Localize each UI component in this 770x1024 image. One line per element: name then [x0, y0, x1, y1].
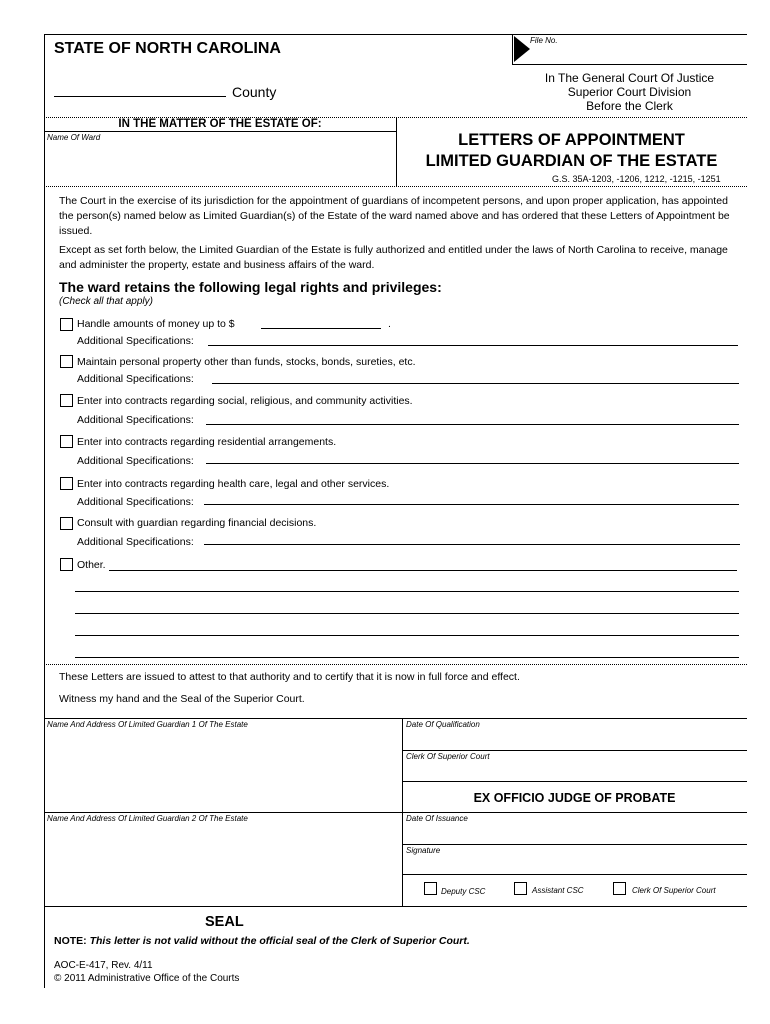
- checkbox-clerk-superior-court[interactable]: [613, 882, 626, 895]
- sig-bottom-rule: [44, 906, 747, 907]
- matter-heading: IN THE MATTER OF THE ESTATE OF:: [118, 118, 322, 130]
- seal-label: SEAL: [205, 914, 244, 930]
- checkbox-consult-guardian[interactable]: [60, 517, 73, 530]
- spec-line-4[interactable]: [206, 463, 739, 464]
- para-1: The Court in the exercise of its jurisdiction for the appointment of guardians of incompetent persons, and upon proper application, has appointed the person(s) named below as Limited Guardian(s) of the Estate of the ward named above and has ordered that these Letters of Appointment be issued.: [59, 195, 730, 237]
- attest-1: These Letters are issued to attest to that authority and to certify that it is now in full force and effect.: [59, 671, 520, 683]
- statute: G.S. 35A-1203, -1206, 1212, -1215, -1251: [552, 174, 721, 184]
- form-id: AOC-E-417, Rev. 4/11: [54, 960, 153, 971]
- spec-line-1[interactable]: [208, 345, 738, 346]
- signature-rule: [402, 874, 747, 875]
- top-rule: [44, 34, 512, 35]
- rights-sub: (Check all that apply): [59, 296, 153, 307]
- date-qualification-field[interactable]: [406, 732, 746, 750]
- file-no-label: File No.: [530, 36, 558, 45]
- date-issuance-label: Date Of Issuance: [406, 814, 468, 823]
- guardian-2-label: Name And Address Of Limited Guardian 2 Of The Estate: [47, 814, 248, 823]
- attest-2: Witness my hand and the Seal of the Superior Court.: [59, 693, 305, 705]
- checkbox-social-contracts[interactable]: [60, 394, 73, 407]
- clerk-label: Clerk Of Superior Court: [406, 752, 490, 761]
- signature-label: Signature: [406, 846, 441, 855]
- note-text: This letter is not valid without the official seal of the Clerk of Superior Court.: [89, 935, 470, 947]
- checkbox-health-care[interactable]: [60, 477, 73, 490]
- checkbox-other[interactable]: [60, 558, 73, 571]
- option-residential-label: Enter into contracts regarding residential arrangements.: [77, 436, 337, 448]
- checkbox-personal-property[interactable]: [60, 355, 73, 368]
- file-no-arrow: [514, 36, 530, 62]
- other-line-1[interactable]: [109, 570, 737, 571]
- checkbox-money[interactable]: [60, 318, 73, 331]
- file-no-left: [512, 34, 513, 64]
- option-health-care-label: Enter into contracts regarding health care, legal and other services.: [77, 478, 390, 490]
- body-top-rule: [44, 186, 747, 187]
- name-of-ward-label: Name Of Ward: [47, 133, 101, 142]
- court-line-2: Superior Court Division: [567, 85, 692, 99]
- issuance-rule: [402, 844, 747, 845]
- option-personal-property-label: Maintain personal property other than funds, stocks, bonds, sureties, etc.: [77, 356, 416, 368]
- note-line: [54, 935, 470, 947]
- assistant-csc-label: Assistant CSC: [532, 886, 584, 895]
- option-other-label: Other.: [77, 559, 106, 571]
- other-line-4[interactable]: [75, 635, 739, 636]
- checkbox-assistant-csc[interactable]: [514, 882, 527, 895]
- spec-line-6[interactable]: [204, 544, 740, 545]
- ward-rule: [44, 131, 396, 132]
- guardian-1-field[interactable]: [48, 733, 400, 811]
- clerk-rule: [402, 781, 747, 782]
- option-consult-guardian-label: Consult with guardian regarding financial decisions.: [77, 517, 317, 529]
- spec-line-5[interactable]: [204, 504, 739, 505]
- option-social-contracts-label: Enter into contracts regarding social, religious, and community activities.: [77, 395, 413, 407]
- spec-label-2: Additional Specifications:: [77, 373, 194, 385]
- spec-label-5: Additional Specifications:: [77, 496, 194, 508]
- left-border: [44, 34, 45, 988]
- attest-rule: [44, 664, 747, 665]
- spec-line-3[interactable]: [206, 424, 739, 425]
- court-line-1: In The General Court Of Justice: [544, 71, 715, 85]
- para-2: Except as set forth below, the Limited Guardian of the Estate is fully authorized and entitled under the laws of North Carolina to receive, manage and administer the property, estate and business affairs of the ward.: [59, 244, 728, 271]
- spec-label-4: Additional Specifications:: [77, 455, 194, 467]
- spec-label-3: Additional Specifications:: [77, 414, 194, 426]
- sig-top-rule: [44, 718, 747, 719]
- state-title: STATE OF NORTH CAROLINA: [54, 40, 281, 57]
- other-line-2[interactable]: [75, 591, 739, 592]
- checkbox-deputy-csc[interactable]: [424, 882, 437, 895]
- guardian-split-rule: [44, 812, 747, 813]
- guardian-2-field[interactable]: [48, 827, 400, 905]
- rights-heading: The ward retains the following legal rights and privileges:: [59, 279, 442, 295]
- spec-label-1: Additional Specifications:: [77, 335, 194, 347]
- deputy-csc-label: Deputy CSC: [441, 887, 486, 896]
- clerk-field[interactable]: [406, 764, 746, 782]
- other-line-3[interactable]: [75, 613, 739, 614]
- form-title-1: LETTERS OF APPOINTMENT: [458, 131, 685, 149]
- ward-name-field[interactable]: [48, 148, 392, 180]
- file-no-top: [512, 34, 747, 35]
- file-no-rule: [512, 64, 747, 65]
- other-line-5[interactable]: [75, 657, 739, 658]
- spec-label-6: Additional Specifications:: [77, 536, 194, 548]
- note-label: NOTE:: [54, 935, 87, 947]
- court-line-3: Before the Clerk: [586, 99, 673, 113]
- money-amount-line[interactable]: [261, 328, 381, 329]
- county-label: County: [232, 84, 277, 100]
- guardian-1-label: Name And Address Of Limited Guardian 1 Of The Estate: [47, 720, 248, 729]
- form-title-2: LIMITED GUARDIAN OF THE ESTATE: [425, 152, 718, 170]
- date-qualification-label: Date Of Qualification: [406, 720, 480, 729]
- clerk-superior-court-label: Clerk Of Superior Court: [632, 886, 716, 895]
- date-issuance-field[interactable]: [406, 826, 746, 844]
- option-money-label: Handle amounts of money up to $: [77, 318, 235, 330]
- money-period: .: [388, 318, 391, 330]
- ex-officio-label: EX OFFICIO JUDGE OF PROBATE: [473, 791, 676, 805]
- qualification-rule: [402, 750, 747, 751]
- copyright: © 2011 Administrative Office of the Courts: [54, 973, 240, 984]
- checkbox-residential[interactable]: [60, 435, 73, 448]
- county-field[interactable]: [54, 80, 226, 97]
- spec-line-2[interactable]: [212, 383, 739, 384]
